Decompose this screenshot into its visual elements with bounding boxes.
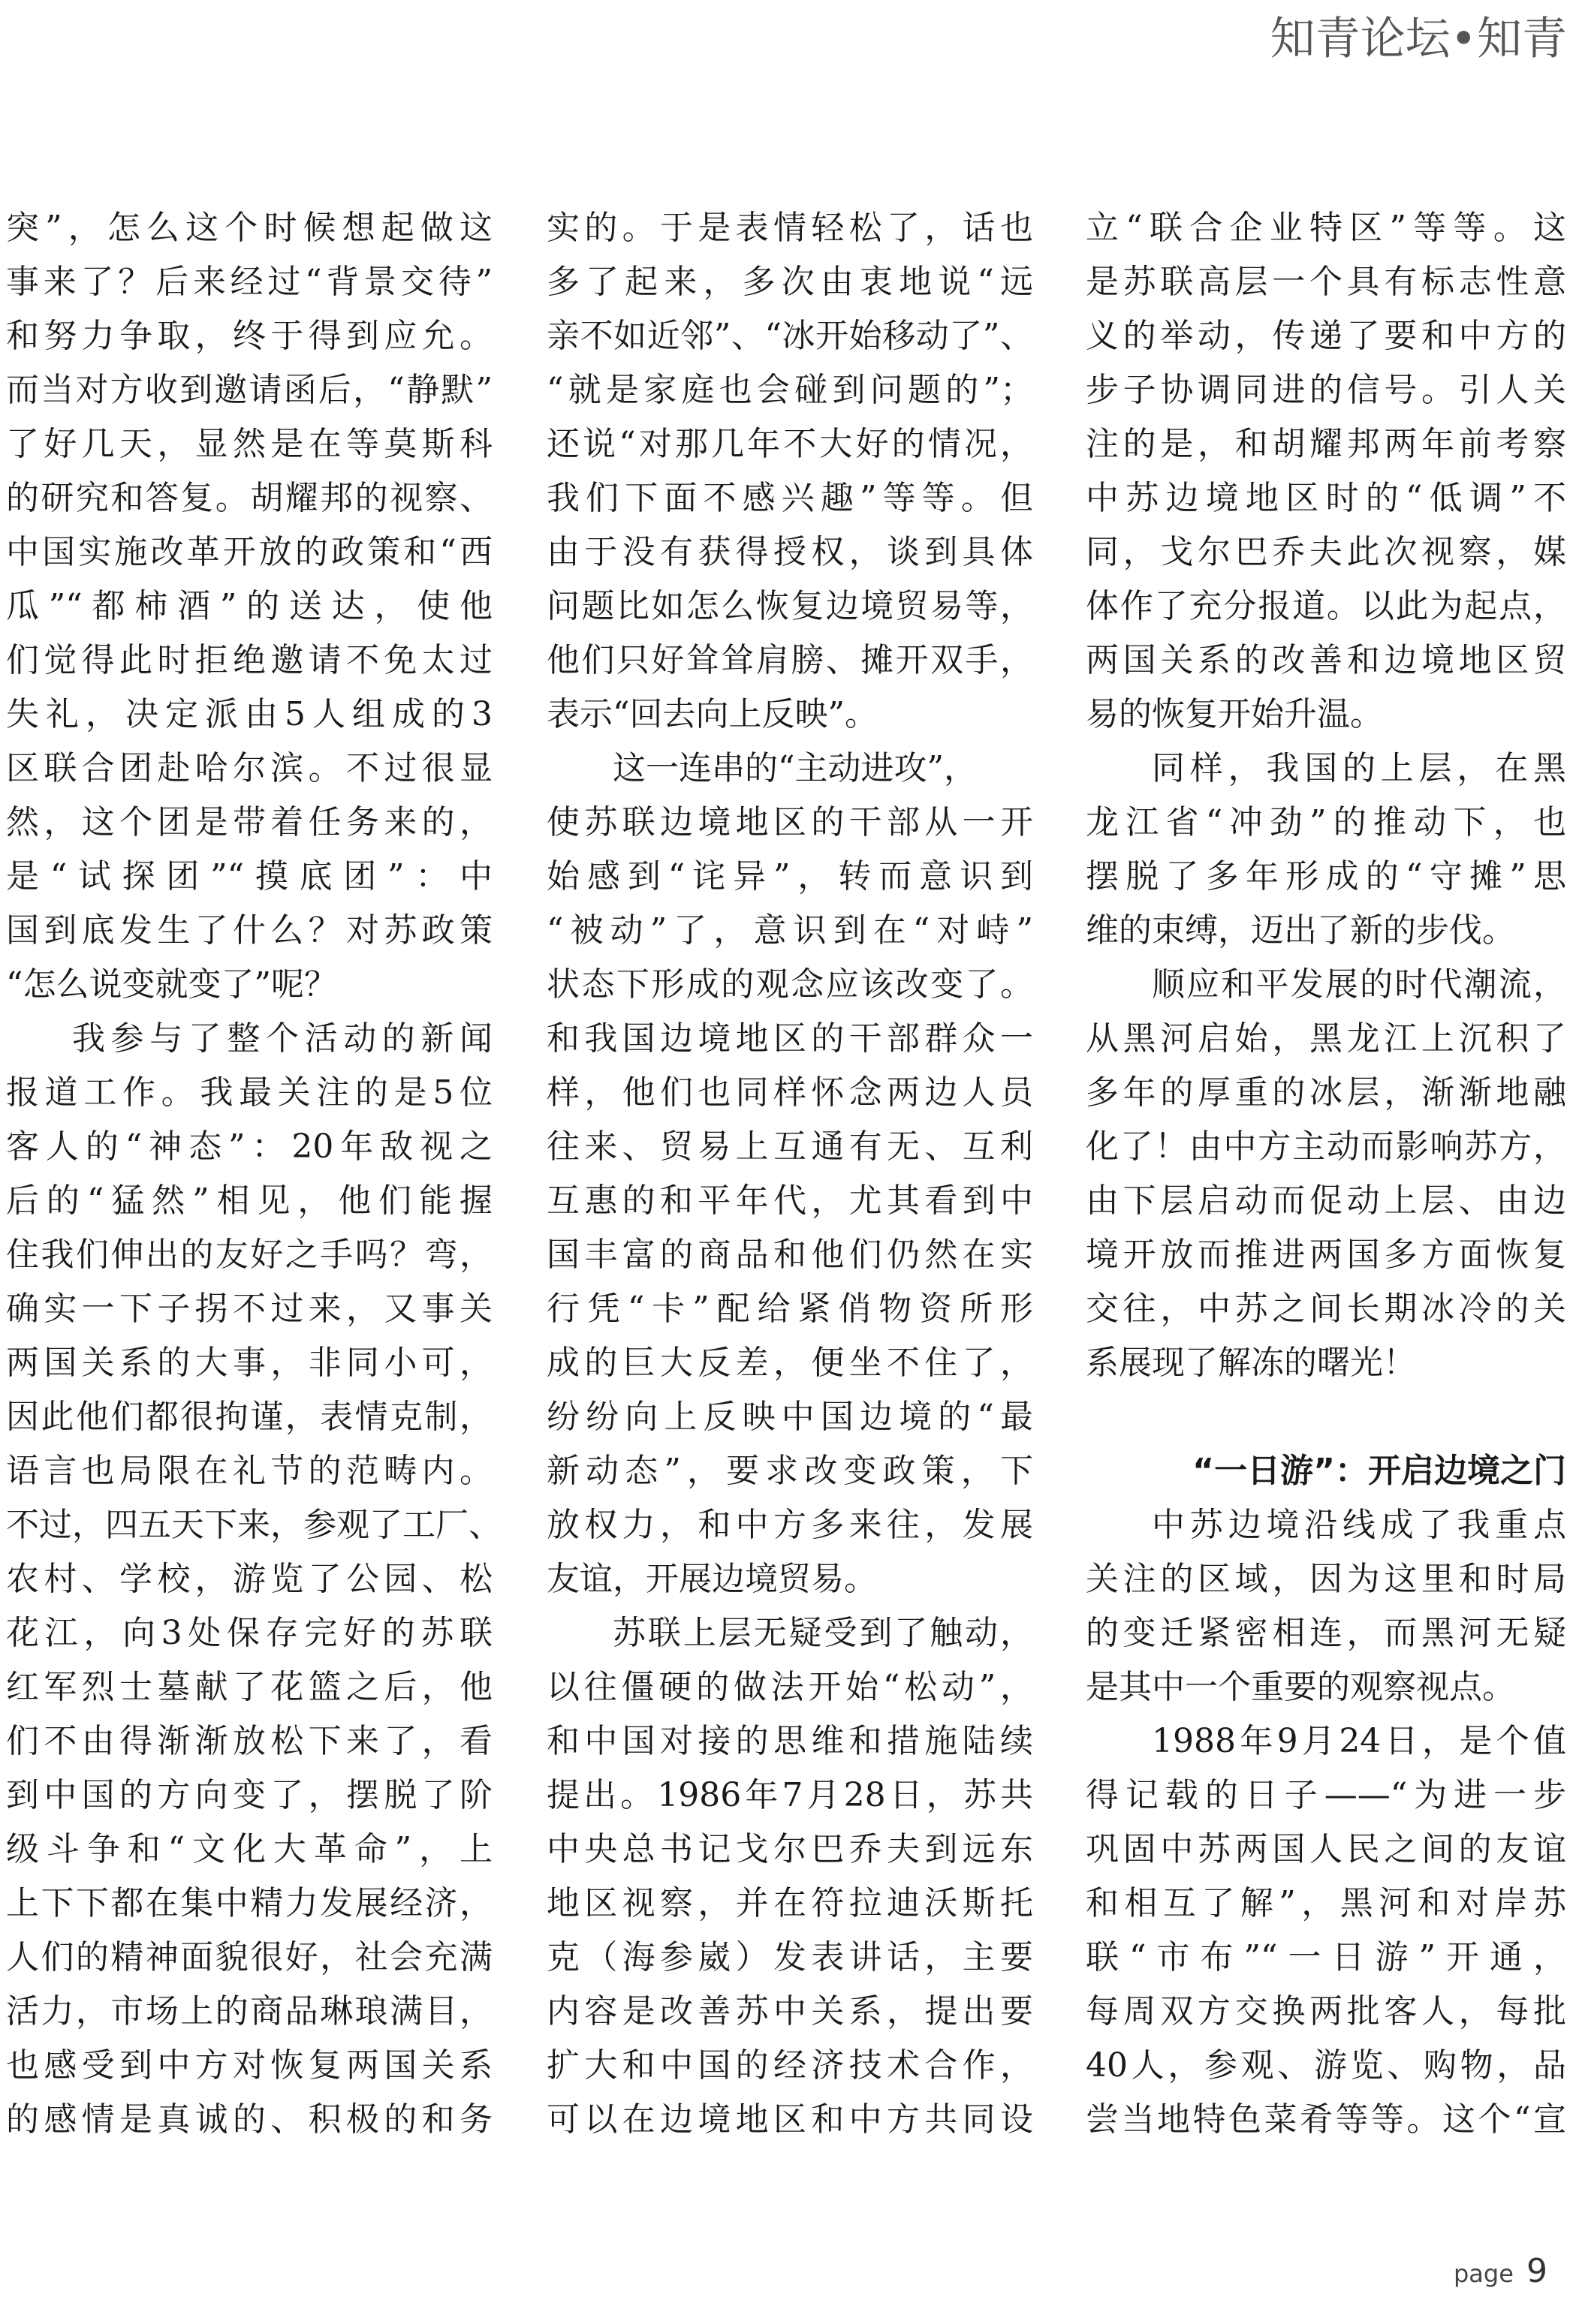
text-line: 突”，怎么这个时候想起做这: [6, 209, 493, 247]
text-line: 可以在边境地区和中方共同设: [547, 2100, 1033, 2139]
text-line: 而当对方收到邀请函后，“静默”: [6, 371, 493, 409]
text-line: 红军烈士墓献了花篮之后，他: [6, 1668, 493, 1706]
text-line: 国丰富的商品和他们仍然在实: [547, 1236, 1033, 1274]
text-column-1: [6, 201, 502, 2147]
text-line: 到中国的方向变了，摆脱了阶: [6, 1776, 493, 1814]
text-line: 客人的“神态”：20年敌视之: [6, 1127, 493, 1166]
section-header: 知青论坛•知青: [1270, 13, 1567, 65]
text-line: 们觉得此时拒绝邀请不免太过: [6, 641, 493, 679]
text-line: 和努力争取，终于得到应允。: [6, 317, 493, 355]
text-line: 问题比如怎么恢复边境贸易等，: [547, 587, 1033, 625]
text-line: 和中国对接的思维和措施陆续: [547, 1722, 1033, 1760]
text-line: 行凭“卡”配给紧俏物资所形: [547, 1290, 1033, 1328]
text-line: 友谊，开展边境贸易。: [547, 1560, 877, 1598]
text-column-3: [1086, 201, 1566, 2147]
text-line: 成的巨大反差，便坐不住了，: [547, 1344, 1033, 1382]
text-line: 提出。1986年7月28日，苏共: [547, 1776, 1033, 1814]
text-line: 注的是，和胡耀邦两年前考察: [1086, 425, 1566, 463]
text-line: 报道工作。我最关注的是5位: [6, 1073, 493, 1112]
text-line: 人们的精神面貌很好，社会充满: [6, 1938, 493, 1976]
text-line: 中苏边境沿线成了我重点: [1152, 1506, 1566, 1544]
text-line: 我们下面不感兴趣”等等。但: [547, 479, 1033, 517]
text-line: 级斗争和“文化大革命”，上: [6, 1830, 493, 1868]
text-line: 尝当地特色菜肴等等。这个“宣: [1086, 2100, 1566, 2139]
text-line: 地区视察，并在符拉迪沃斯托: [547, 1884, 1033, 1922]
text-line: 义的举动，传递了要和中方的: [1086, 317, 1566, 355]
text-line: 住我们伸出的友好之手吗？弯，: [6, 1236, 493, 1274]
text-line: 境开放而推进两国多方面恢复: [1086, 1236, 1566, 1274]
text-line: 表示“回去向上反映”。: [547, 695, 878, 733]
text-line: 体作了充分报道。以此为起点，: [1086, 587, 1566, 625]
text-line: 中央总书记戈尔巴乔夫到远东: [547, 1830, 1033, 1868]
text-line: 中苏边境地区时的“低调”不: [1086, 479, 1566, 517]
text-line: 事来了？后来经过“背景交待”: [6, 263, 493, 301]
text-line: 花江，向3处保存完好的苏联: [6, 1614, 493, 1652]
text-line: 我参与了整个活动的新闻: [72, 1019, 493, 1058]
text-line: 是苏联高层一个具有标志性意: [1086, 263, 1566, 301]
text-line: 从黑河启始，黑龙江上沉积了: [1086, 1019, 1566, 1058]
text-line: 是“试探团”“摸底团”：中: [6, 857, 493, 896]
text-line: 同样，我国的上层，在黑: [1152, 749, 1566, 787]
text-line: 1988年9月24日，是个值: [1152, 1722, 1566, 1760]
paragraph-spacer: [1086, 1390, 1566, 1444]
text-line: 扩大和中国的经济技术合作，: [547, 2046, 1033, 2085]
text-line: 由下层启动而促动上层、由边: [1086, 1182, 1566, 1220]
text-line: 使苏联边境地区的干部从一开: [547, 803, 1033, 841]
text-line: 内容是改善苏中关系，提出要: [547, 1992, 1033, 2030]
text-line: 立“联合企业特区”等等。这: [1086, 209, 1566, 247]
text-line: 易的恢复开始升温。: [1086, 695, 1383, 733]
text-line: 的变迁紧密相连，而黑河无疑: [1086, 1614, 1566, 1652]
text-line: 和我国边境地区的干部群众一: [547, 1019, 1033, 1058]
page-label: page: [1453, 2259, 1514, 2288]
text-line: 活力，市场上的商品琳琅满目，: [6, 1992, 493, 2030]
text-line: 放权力，和中方多来往，发展: [547, 1506, 1033, 1544]
text-line: 每周双方交换两批客人，每批: [1086, 1992, 1566, 2030]
text-line: 两国关系的大事，非同小可，: [6, 1344, 493, 1382]
text-line: “被动”了，意识到在“对峙”: [547, 911, 1033, 950]
text-line: 纷纷向上反映中国边境的“最: [547, 1398, 1033, 1436]
text-line: 由于没有获得授权，谈到具体: [547, 533, 1033, 571]
text-line: 得记载的日子——“为进一步: [1086, 1776, 1566, 1814]
text-line: 苏联上层无疑受到了触动，: [613, 1614, 1033, 1652]
text-line: 上下下都在集中精力发展经济，: [6, 1884, 493, 1922]
text-line: 两国关系的改善和边境地区贸: [1086, 641, 1566, 679]
section-heading: “一日游”：开启边境之门: [1192, 1452, 1566, 1490]
page-number-value: 9: [1526, 2252, 1547, 2290]
text-line: 实的。于是表情轻松了，话也: [547, 209, 1033, 247]
text-line: 克（海参崴）发表讲话，主要: [547, 1938, 1033, 1976]
text-line: 亲不如近邻”、“冰开始移动了”、: [547, 317, 1033, 355]
text-line: 农村、学校，游览了公园、松: [6, 1560, 493, 1598]
text-line: 状态下形成的观念应该改变了。: [547, 965, 1033, 1004]
text-line: 顺应和平发展的时代潮流，: [1152, 965, 1566, 1004]
text-line: 多年的厚重的冰层，渐渐地融: [1086, 1073, 1566, 1112]
text-line: 的感情是真诚的、积极的和务: [6, 2100, 493, 2139]
text-line: 因此他们都很拘谨，表情克制，: [6, 1398, 493, 1436]
text-line: 巩固中苏两国人民之间的友谊: [1086, 1830, 1566, 1868]
text-line: 龙江省“冲劲”的推动下，也: [1086, 803, 1566, 841]
text-line: 的研究和答复。胡耀邦的视察、: [6, 479, 493, 517]
text-line: 摆脱了多年形成的“守摊”思: [1086, 857, 1566, 896]
text-line: 联“市布”“一日游”开通，: [1086, 1938, 1566, 1976]
text-column-2: [547, 201, 1033, 2147]
text-line: 是其中一个重要的观察视点。: [1086, 1668, 1515, 1706]
text-line: 还说“对那几年不大好的情况，: [547, 425, 1033, 463]
text-line: 瓜”“都柿酒”的送达，使他: [6, 587, 493, 625]
text-line: 然，这个团是带着任务来的，: [6, 803, 493, 841]
text-line: 们不由得渐渐放松下来了，看: [6, 1722, 493, 1760]
text-line: 样，他们也同样怀念两边人员: [547, 1073, 1033, 1112]
text-line: 区联合团赴哈尔滨。不过很显: [6, 749, 493, 787]
text-line: 中国实施改革开放的政策和“西: [6, 533, 493, 571]
text-line: 新动态”，要求改变政策，下: [547, 1452, 1033, 1490]
text-line: 40人，参观、游览、购物，品: [1086, 2046, 1566, 2085]
text-line: 化了！由中方主动而影响苏方，: [1086, 1127, 1566, 1166]
text-line: 往来、贸易上互通有无、互利: [547, 1127, 1033, 1166]
text-line: 他们只好耸耸肩膀、摊开双手，: [547, 641, 1033, 679]
text-line: 后的“猛然”相见，他们能握: [6, 1182, 493, 1220]
text-line: 失礼，决定派由5人组成的3: [6, 695, 493, 733]
text-line: 系展现了解冻的曙光！: [1086, 1344, 1416, 1382]
text-line: “怎么说变就变了”呢？: [6, 965, 337, 1004]
text-line: 多了起来，多次由衷地说“远: [547, 263, 1033, 301]
text-line: 国到底发生了什么？对苏政策: [6, 911, 493, 950]
text-line: 同，戈尔巴乔夫此次视察，媒: [1086, 533, 1566, 571]
text-line: 不过，四五天下来，参观了工厂、: [6, 1506, 502, 1544]
text-line: 交往，中苏之间长期冰冷的关: [1086, 1290, 1566, 1328]
text-line: 关注的区域，因为这里和时局: [1086, 1560, 1566, 1598]
text-line: 这一连串的“主动进攻”，: [613, 749, 977, 787]
text-line: 步子协调同进的信号。引人关: [1086, 371, 1566, 409]
text-line: 也感受到中方对恢复两国关系: [6, 2046, 493, 2085]
text-line: 互惠的和平年代，尤其看到中: [547, 1182, 1033, 1220]
text-line: 维的束缚，迈出了新的步伐。: [1086, 911, 1515, 950]
text-line: 以往僵硬的做法开始“松动”，: [547, 1668, 1033, 1706]
page-number: [1454, 2252, 1547, 2290]
text-line: 语言也局限在礼节的范畴内。: [6, 1452, 493, 1490]
text-line: 和相互了解”，黑河和对岸苏: [1086, 1884, 1566, 1922]
text-line: “就是家庭也会碰到问题的”；: [547, 371, 1033, 409]
text-line: 了好几天，显然是在等莫斯科: [6, 425, 493, 463]
text-line: 始感到“诧异”，转而意识到: [547, 857, 1033, 896]
text-line: 确实一下子拐不过来，又事关: [6, 1290, 493, 1328]
